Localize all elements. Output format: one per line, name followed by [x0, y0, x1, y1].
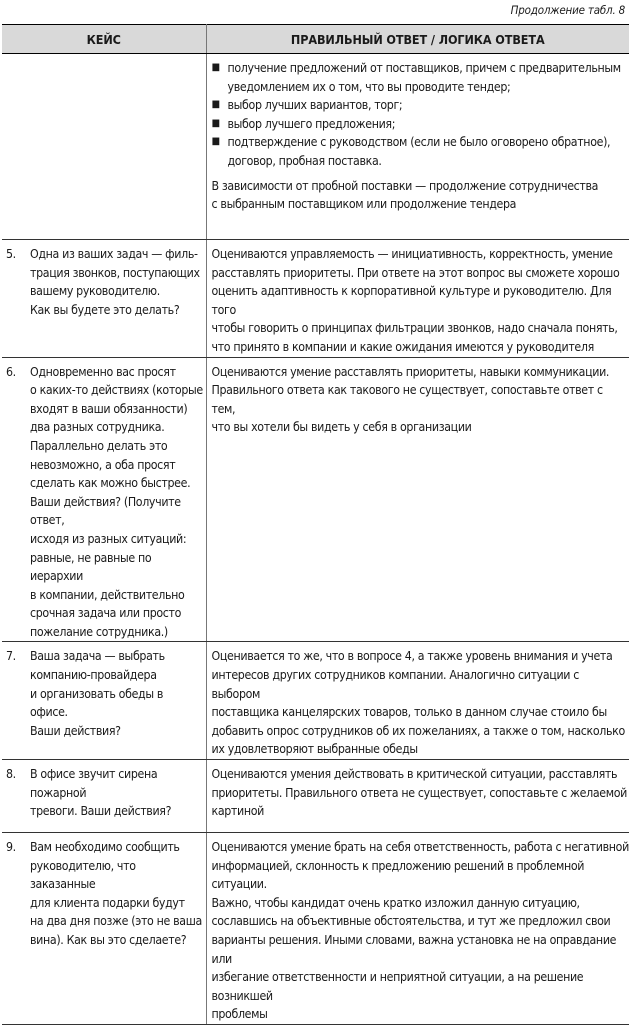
table-row	[2, 357, 629, 642]
table-row	[2, 240, 629, 358]
list-item: ■ выбор лучших вариантов, торг;	[212, 96, 630, 115]
answer-cell	[206, 760, 629, 833]
answer-cell	[206, 642, 629, 760]
case-text: Ваша задача — выбрать компанию-провайдера и организовать обеды в офисе. Ваши действия?	[30, 649, 165, 738]
list-item: ■ выбор лучшего предложения;	[212, 115, 630, 134]
case-number: 6.	[6, 364, 16, 379]
answer-text: Оцениваются управляемость — инициативность, корректность, умение расставлять приоритеты. При ответе на этот вопрос вы сможете хорошо оценить адаптивность к корпоративной культуре и руководителю. Для того чтобы говорить о принципах фильтрации звонков, надо сначала понять, что принято в компании и какие ожидания имеются у руководителя	[211, 247, 620, 354]
answer-text: Оцениваются умения действовать в критической ситуации, расставлять приоритеты. Правильного ответа не существует, сопоставьте с желаемой картиной	[211, 767, 627, 819]
case-number: 9.	[6, 840, 16, 855]
case-cell	[2, 357, 206, 642]
case-text: Одна из ваших задач — филь- трация звонков, поступающих вашему руководителю. Как вы будете это делать?	[30, 247, 200, 317]
case-number: 8.	[6, 767, 16, 782]
answer-cell	[206, 357, 629, 642]
steps-list	[212, 59, 630, 171]
case-cell	[2, 760, 206, 833]
answer-cell	[206, 833, 629, 1025]
square-bullet-icon: ■	[211, 99, 220, 111]
list-item: ■ получение предложений от поставщиков, причем с предварительным уведомлением их о том, что вы проводите тендер;	[212, 59, 630, 96]
case-text: Одновременно вас просят о каких-то действиях (которые входят в ваши обязанности) два разных сотрудника. Параллельно делать это невозможно, а оба просят сделать как можно быстрее. Ваши действия? (Получите ответ, исходя из разных ситуаций: равные, не равные по иерархии в компании, действительно срочная задача или просто пожелание сотрудника.)	[30, 364, 203, 639]
case-cell-empty	[2, 54, 206, 240]
square-bullet-icon: ■	[211, 117, 220, 129]
header-case: КЕЙС	[2, 25, 206, 54]
answer-cell	[206, 240, 629, 358]
case-cell	[2, 642, 206, 760]
table-row	[2, 760, 629, 833]
square-bullet-icon: ■	[211, 136, 220, 148]
answer-text: Оценивается то же, что в вопросе 4, а также уровень внимания и учета интересов других сотрудников компании. Аналогично ситуации с выбором поставщика канцелярских товаров, только в данном случае стоило бы добавить опрос сотрудников об их пожеланиях, а также о том, насколько их удовлетворяют выбранные обеды	[211, 649, 625, 757]
header-answer: ПРАВИЛЬНЫЙ ОТВЕТ / ЛОГИКА ОТВЕТА	[206, 25, 629, 54]
answer-text: Оцениваются умение расставлять приоритеты, навыки коммуникации. Правильного ответа как такового не существует, сопоставьте ответ с тем, что вы хотели бы видеть у себя в организации	[211, 364, 610, 435]
case-cell	[2, 833, 206, 1025]
answer-cell	[206, 54, 629, 240]
list-item: ■ подтверждение с руководством (если не было оговорено обратное), договор, пробная поставка.	[212, 133, 630, 170]
case-number: 7.	[6, 649, 16, 664]
table-row-continuation	[2, 54, 629, 240]
case-number: 5.	[6, 247, 16, 261]
table-caption: Продолжение табл. 8	[510, 3, 625, 17]
table-row	[2, 833, 629, 1025]
case-text: В офисе звучит сирена пожарной тревоги. Ваши действия?	[30, 767, 172, 819]
case-cell	[2, 240, 206, 358]
case-text: Вам необходимо сообщить руководителю, что заказанные для клиента подарки будут на два дня позже (это не ваша вина). Как вы это сделаете?	[30, 840, 202, 947]
answer-note: В зависимости от пробной поставки — продолжение сотрудничества с выбранным поставщиком или продолжение тендера	[211, 178, 599, 212]
cases-table	[2, 24, 629, 1025]
answer-text: Оцениваются умение брать на себя ответственность, работа с негативной информацией, склонность к предложению решений в проблемной ситуации. Важно, чтобы кандидат очень кратко изложил данную ситуацию, сославшись на объективные обстоятельства, и тут же предложил свои варианты решения. Иными словами, важна установка не на оправдание или избегание ответственности и неприятной ситуации, а на решение возникшей проблемы	[211, 840, 629, 1022]
table-header-row	[2, 25, 629, 54]
table-row	[2, 642, 629, 760]
square-bullet-icon: ■	[211, 62, 220, 73]
